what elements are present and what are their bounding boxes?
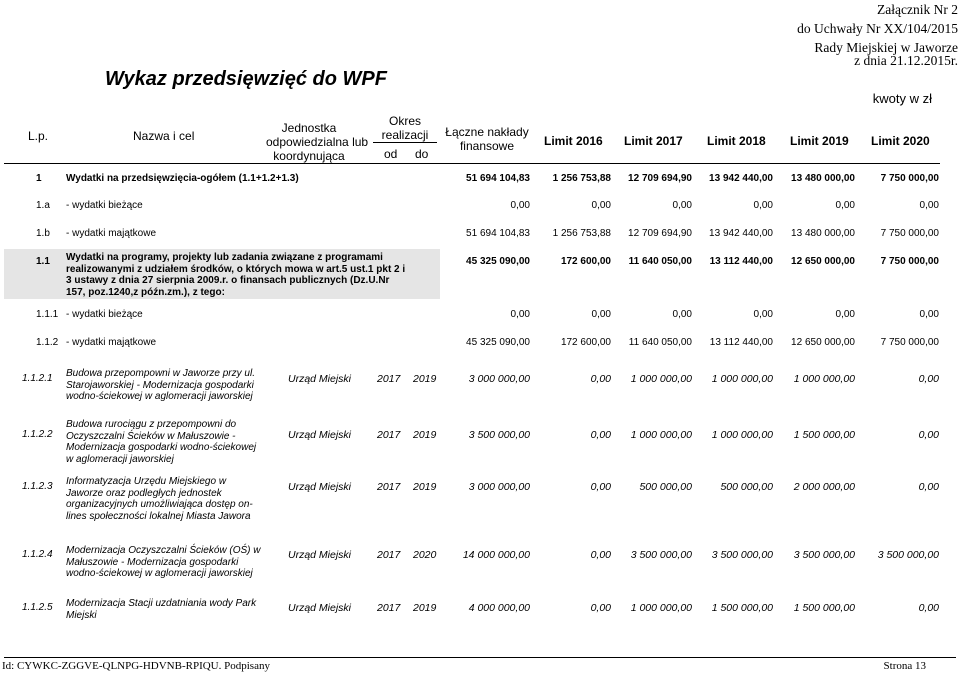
row-total: 45 325 090,00	[466, 337, 530, 348]
row-limit-2019: 1 500 000,00	[793, 602, 855, 614]
row-limit-2018: 13 112 440,00	[709, 337, 773, 348]
row-to: 2019	[413, 481, 437, 493]
row-limit-2020: 0,00	[918, 429, 939, 441]
row-limit-2018: 0,00	[753, 309, 773, 320]
row-name: Modernizacja Oczyszczalni Ścieków (OŚ) w Małuszowie - Modernizacja gospodarki wodno-ściekowej w aglomeracji jaworskiej	[66, 545, 261, 579]
row-limit-2020: 0,00	[918, 481, 939, 493]
row-lp: 1.1.2.4	[22, 549, 53, 560]
row-to: 2019	[413, 429, 437, 441]
row-limit-2017: 1 000 000,00	[630, 429, 692, 441]
row-limit-2017: 1 000 000,00	[630, 602, 692, 614]
row-name: Informatyzacja Urzędu Miejskiego w Jaworze oraz podległych jednostek organizacyjnych umożliwiająca dostęp on-lines społeczności lokalnej Miasta Jawora	[66, 476, 253, 522]
attachment-line-1: Załącznik Nr 2	[877, 2, 958, 17]
row-limit-2017: 12 709 694,90	[628, 228, 692, 239]
row-limit-2016: 0,00	[590, 373, 611, 385]
header-limit-2018: Limit 2018	[707, 134, 766, 148]
header-to: do	[415, 147, 429, 161]
row-limit-2018: 1 500 000,00	[711, 602, 773, 614]
header-limit-2016: Limit 2016	[544, 134, 603, 148]
header-limit-2017: Limit 2017	[624, 134, 683, 148]
header-period-divider	[373, 142, 437, 143]
header-total	[443, 125, 531, 153]
page-title: Wykaz przedsięwzięć do WPF	[105, 68, 387, 90]
row-limit-2016: 172 600,00	[560, 337, 611, 348]
row-limit-2020: 0,00	[919, 309, 939, 320]
header-unit-line-1: Jednostka	[281, 121, 337, 135]
header-total-line-2: finansowe	[459, 139, 515, 153]
header-period-line-1: Okres	[388, 114, 421, 128]
row-unit: Urząd Miejski	[288, 602, 352, 614]
row-limit-2019: 12 650 000,00	[791, 337, 855, 348]
row-limit-2016: 0,00	[590, 481, 611, 493]
header-from: od	[384, 147, 398, 161]
row-limit-2020: 7 750 000,00	[880, 337, 939, 348]
row-total: 3 000 000,00	[468, 373, 530, 385]
row-lp: 1.1.2	[36, 337, 59, 348]
row-limit-2019: 2 000 000,00	[793, 481, 855, 493]
header-unit-line-3: koordynująca	[273, 149, 345, 163]
header-limit-2020: Limit 2020	[871, 134, 930, 148]
row-lp: 1	[36, 173, 42, 184]
attachment-line-3: Rady Miejskiej w Jaworze	[814, 40, 958, 55]
row-limit-2017: 12 709 694,90	[628, 173, 692, 184]
row-name: Modernizacja Stacji uzdatniania wody Park Miejski	[66, 598, 257, 621]
row-limit-2019: 0,00	[835, 309, 855, 320]
row-limit-2016: 0,00	[590, 549, 611, 561]
row-limit-2020: 7 750 000,00	[880, 256, 939, 267]
row-limit-2016: 0,00	[591, 200, 611, 211]
row-limit-2017: 500 000,00	[639, 481, 692, 493]
row-from: 2017	[377, 481, 401, 493]
header-limit-2019: Limit 2019	[790, 134, 849, 148]
row-unit: Urząd Miejski	[288, 481, 352, 493]
footer-page: Strona 13	[883, 660, 926, 672]
row-total: 14 000 000,00	[462, 549, 530, 561]
row-unit: Urząd Miejski	[288, 549, 352, 561]
row-limit-2016: 172 600,00	[560, 256, 611, 267]
row-limit-2018: 500 000,00	[720, 481, 773, 493]
header-name: Nazwa i cel	[133, 129, 195, 143]
row-limit-2016: 1 256 753,88	[552, 228, 611, 239]
row-total: 45 325 090,00	[466, 256, 530, 267]
row-limit-2020: 7 750 000,00	[880, 228, 939, 239]
row-limit-2018: 13 112 440,00	[709, 256, 773, 267]
row-limit-2019: 1 000 000,00	[793, 373, 855, 385]
row-name: - wydatki bieżące	[66, 200, 143, 211]
row-limit-2020: 0,00	[918, 602, 939, 614]
row-limit-2016: 0,00	[590, 429, 611, 441]
header-unit	[266, 121, 369, 163]
row-name: Budowa przepompowni w Jaworze przy ul. Starojaworskiej - Modernizacja gospodarki wodno-ściekowej w aglomeracji jaworskiej	[66, 368, 255, 402]
row-limit-2018: 1 000 000,00	[711, 373, 773, 385]
row-limit-2016: 0,00	[590, 602, 611, 614]
row-limit-2018: 0,00	[753, 200, 773, 211]
row-limit-2019: 3 500 000,00	[793, 549, 855, 561]
row-total: 51 694 104,83	[466, 173, 530, 184]
row-limit-2017: 11 640 050,00	[628, 256, 692, 267]
row-limit-2019: 0,00	[835, 200, 855, 211]
attachment-line-2: do Uchwały Nr XX/104/2015	[797, 21, 958, 36]
header-period	[370, 114, 440, 142]
row-limit-2020: 7 750 000,00	[880, 173, 939, 184]
row-lp: 1.1.1	[36, 309, 59, 320]
row-limit-2017: 11 640 050,00	[628, 337, 692, 348]
row-lp: 1.1	[36, 256, 50, 267]
row-limit-2017: 0,00	[672, 200, 692, 211]
row-lp: 1.b	[36, 228, 50, 239]
footer-id: Id: CYWKC-ZGGVE-QLNPG-HDVNB-RPIQU. Podpisany	[2, 660, 270, 672]
row-from: 2017	[377, 549, 401, 561]
row-lp: 1.1.2.1	[22, 373, 53, 384]
row-to: 2019	[413, 373, 437, 385]
row-name: - wydatki bieżące	[66, 309, 143, 320]
header-lp: L.p.	[28, 129, 49, 143]
row-total: 0,00	[510, 309, 530, 320]
row-name: - wydatki majątkowe	[66, 337, 157, 348]
row-name: - wydatki majątkowe	[66, 228, 157, 239]
header-total-line-1: Łączne nakłady	[445, 125, 529, 139]
row-limit-2017: 3 500 000,00	[630, 549, 692, 561]
row-unit: Urząd Miejski	[288, 373, 352, 385]
row-limit-2016: 0,00	[591, 309, 611, 320]
row-total: 51 694 104,83	[466, 228, 530, 239]
row-to: 2020	[413, 549, 437, 561]
row-limit-2018: 13 942 440,00	[709, 228, 773, 239]
header-period-line-2: realizacji	[381, 128, 429, 142]
row-lp: 1.1.2.3	[22, 481, 53, 492]
header-bottom-divider	[4, 163, 940, 164]
row-to: 2019	[413, 602, 437, 614]
row-lp: 1.1.2.2	[22, 429, 53, 440]
row-limit-2019: 13 480 000,00	[791, 173, 855, 184]
footer-divider	[4, 657, 956, 658]
row-limit-2020: 0,00	[918, 373, 939, 385]
row-name: Wydatki na przedsięwzięcia-ogółem (1.1+1.2+1.3)	[66, 173, 299, 184]
row-lp: 1.1.2.5	[22, 602, 53, 613]
row-name: Wydatki na programy, projekty lub zadania związane z programami realizowanymi z udziałem środków, o których mowa w art.5 ust.1 pkt 2 i 3 ustawy z dnia 27 sierpnia 2009.r. o finansach publicznych (Dz.U.Nr 157, poz.1240,z późn.zm.), z tego:	[66, 252, 406, 298]
row-total: 3 500 000,00	[468, 429, 530, 441]
row-limit-2018: 3 500 000,00	[711, 549, 773, 561]
row-name: Budowa rurociągu z przepompowni do Oczyszczalni Ścieków w Małuszowie - Modernizacja gospodarki wodno-ściekowej w aglomeracji jaworskiej	[66, 419, 257, 465]
row-total: 3 000 000,00	[468, 481, 530, 493]
units-label: kwoty w zł	[872, 91, 932, 106]
row-from: 2017	[377, 602, 401, 614]
row-from: 2017	[377, 429, 401, 441]
row-limit-2018: 1 000 000,00	[711, 429, 773, 441]
row-limit-2018: 13 942 440,00	[709, 173, 773, 184]
row-limit-2020: 3 500 000,00	[877, 549, 939, 561]
row-from: 2017	[377, 373, 401, 385]
row-total: 0,00	[510, 200, 530, 211]
row-limit-2016: 1 256 753,88	[552, 173, 611, 184]
row-limit-2019: 12 650 000,00	[791, 256, 855, 267]
row-limit-2019: 13 480 000,00	[791, 228, 855, 239]
header-unit-line-2: odpowiedzialna lub	[266, 135, 369, 149]
row-lp: 1.a	[36, 200, 50, 211]
row-limit-2019: 1 500 000,00	[793, 429, 855, 441]
row-unit: Urząd Miejski	[288, 429, 352, 441]
row-limit-2017: 0,00	[672, 309, 692, 320]
attachment-line-4: z dnia 21.12.2015r.	[854, 53, 958, 68]
row-limit-2017: 1 000 000,00	[630, 373, 692, 385]
row-total: 4 000 000,00	[468, 602, 530, 614]
row-limit-2020: 0,00	[919, 200, 939, 211]
